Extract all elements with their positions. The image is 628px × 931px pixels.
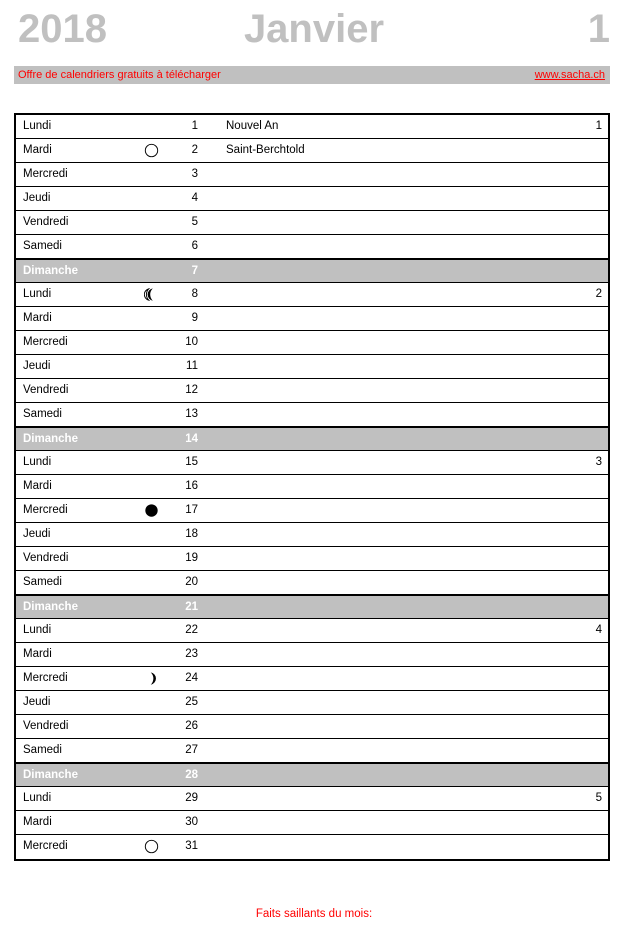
week-number: 3 bbox=[595, 456, 602, 468]
promo-text: Offre de calendriers gratuits à télécharger bbox=[18, 69, 221, 81]
promo-banner bbox=[14, 66, 610, 84]
calendar-row[interactable] bbox=[16, 499, 608, 523]
calendar-row[interactable] bbox=[16, 187, 608, 211]
header-year: 2018 bbox=[18, 7, 107, 51]
day-number: 5 bbox=[191, 216, 198, 228]
day-name: Samedi bbox=[23, 240, 62, 252]
header-month-number: 1 bbox=[587, 7, 610, 51]
day-name: Dimanche bbox=[23, 601, 78, 613]
calendar-row[interactable] bbox=[16, 235, 608, 259]
week-number: 4 bbox=[595, 624, 602, 636]
day-number: 11 bbox=[186, 360, 198, 372]
day-number: 14 bbox=[185, 433, 198, 445]
calendar-row[interactable] bbox=[16, 427, 608, 451]
day-name: Mercredi bbox=[23, 504, 68, 516]
calendar-row[interactable] bbox=[16, 547, 608, 571]
day-name: Samedi bbox=[23, 576, 62, 588]
calendar-row[interactable] bbox=[16, 379, 608, 403]
calendar-row[interactable] bbox=[16, 139, 608, 163]
day-number: 10 bbox=[185, 336, 198, 348]
day-name: Jeudi bbox=[23, 192, 51, 204]
day-number: 21 bbox=[185, 601, 198, 613]
day-number: 16 bbox=[185, 480, 198, 492]
day-name: Lundi bbox=[23, 120, 52, 132]
day-name: Jeudi bbox=[23, 528, 51, 540]
calendar-row[interactable] bbox=[16, 211, 608, 235]
calendar-row[interactable] bbox=[16, 355, 608, 379]
calendar-row[interactable] bbox=[16, 667, 608, 691]
calendar-row[interactable] bbox=[16, 787, 608, 811]
day-number: 31 bbox=[185, 840, 198, 852]
day-name: Mardi bbox=[23, 648, 52, 660]
calendar-table bbox=[14, 113, 610, 861]
day-name: Samedi bbox=[23, 408, 62, 420]
day-name: Lundi bbox=[23, 624, 52, 636]
day-number: 8 bbox=[191, 288, 198, 300]
day-number: 20 bbox=[185, 576, 198, 588]
day-name: Lundi bbox=[23, 792, 52, 804]
day-number: 24 bbox=[185, 672, 198, 684]
day-name: Jeudi bbox=[23, 360, 51, 372]
day-name: Mercredi bbox=[23, 336, 68, 348]
calendar-row[interactable] bbox=[16, 307, 608, 331]
day-name: Mardi bbox=[23, 480, 52, 492]
calendar-row[interactable] bbox=[16, 523, 608, 547]
day-number: 6 bbox=[191, 240, 198, 252]
day-number: 13 bbox=[185, 408, 198, 420]
day-name: Mardi bbox=[23, 312, 52, 324]
calendar-row[interactable] bbox=[16, 739, 608, 763]
month-highlights-label: Faits saillants du mois: bbox=[255, 908, 373, 920]
calendar-row[interactable] bbox=[16, 163, 608, 187]
week-number: 1 bbox=[595, 120, 602, 132]
day-number: 17 bbox=[185, 504, 198, 516]
day-number: 25 bbox=[185, 696, 198, 708]
calendar-row[interactable] bbox=[16, 835, 608, 859]
calendar-row[interactable] bbox=[16, 451, 608, 475]
calendar-row[interactable] bbox=[16, 811, 608, 835]
day-number: 18 bbox=[185, 528, 198, 540]
day-name: Lundi bbox=[23, 456, 52, 468]
calendar-row[interactable] bbox=[16, 595, 608, 619]
day-number: 4 bbox=[191, 192, 198, 204]
day-name: Vendredi bbox=[23, 552, 69, 564]
day-number: 2 bbox=[191, 144, 198, 156]
day-number: 27 bbox=[185, 744, 198, 756]
day-number: 26 bbox=[185, 720, 198, 732]
day-name: Dimanche bbox=[23, 433, 78, 445]
day-name: Lundi bbox=[23, 288, 52, 300]
calendar-row[interactable] bbox=[16, 331, 608, 355]
promo-website-link[interactable]: www.sacha.ch bbox=[534, 69, 605, 81]
day-number: 9 bbox=[191, 312, 198, 324]
day-name: Vendredi bbox=[23, 384, 69, 396]
day-name: Jeudi bbox=[23, 696, 51, 708]
calendar-row[interactable] bbox=[16, 115, 608, 139]
day-number: 7 bbox=[191, 265, 198, 277]
day-number: 30 bbox=[185, 816, 198, 828]
day-name: Mardi bbox=[23, 144, 52, 156]
calendar-row[interactable] bbox=[16, 403, 608, 427]
calendar-row[interactable] bbox=[16, 475, 608, 499]
calendar-row[interactable] bbox=[16, 715, 608, 739]
header-month-name: Janvier bbox=[243, 7, 385, 51]
day-number: 3 bbox=[191, 168, 198, 180]
day-event: Saint-Berchtold bbox=[226, 144, 305, 156]
day-event: Nouvel An bbox=[226, 120, 279, 132]
day-number: 1 bbox=[191, 120, 198, 132]
calendar-row[interactable] bbox=[16, 259, 608, 283]
day-number: 28 bbox=[185, 769, 198, 781]
calendar-row[interactable] bbox=[16, 283, 608, 307]
day-name: Samedi bbox=[23, 744, 62, 756]
day-name: Dimanche bbox=[23, 769, 78, 781]
day-name: Mardi bbox=[23, 816, 52, 828]
calendar-row[interactable] bbox=[16, 643, 608, 667]
day-name: Mercredi bbox=[23, 168, 68, 180]
day-name: Mercredi bbox=[23, 840, 68, 852]
day-number: 12 bbox=[185, 384, 198, 396]
week-number: 5 bbox=[595, 792, 602, 804]
day-number: 19 bbox=[185, 552, 198, 564]
day-name: Mercredi bbox=[23, 672, 68, 684]
day-name: Vendredi bbox=[23, 720, 69, 732]
day-name: Vendredi bbox=[23, 216, 69, 228]
calendar-row[interactable] bbox=[16, 763, 608, 787]
calendar-row[interactable] bbox=[16, 571, 608, 595]
calendar-row[interactable] bbox=[16, 691, 608, 715]
calendar-row[interactable] bbox=[16, 619, 608, 643]
day-name: Dimanche bbox=[23, 265, 78, 277]
day-number: 22 bbox=[185, 624, 198, 636]
week-number: 2 bbox=[595, 288, 602, 300]
day-number: 15 bbox=[185, 456, 198, 468]
page-header bbox=[0, 0, 628, 62]
day-number: 23 bbox=[185, 648, 198, 660]
day-number: 29 bbox=[185, 792, 198, 804]
